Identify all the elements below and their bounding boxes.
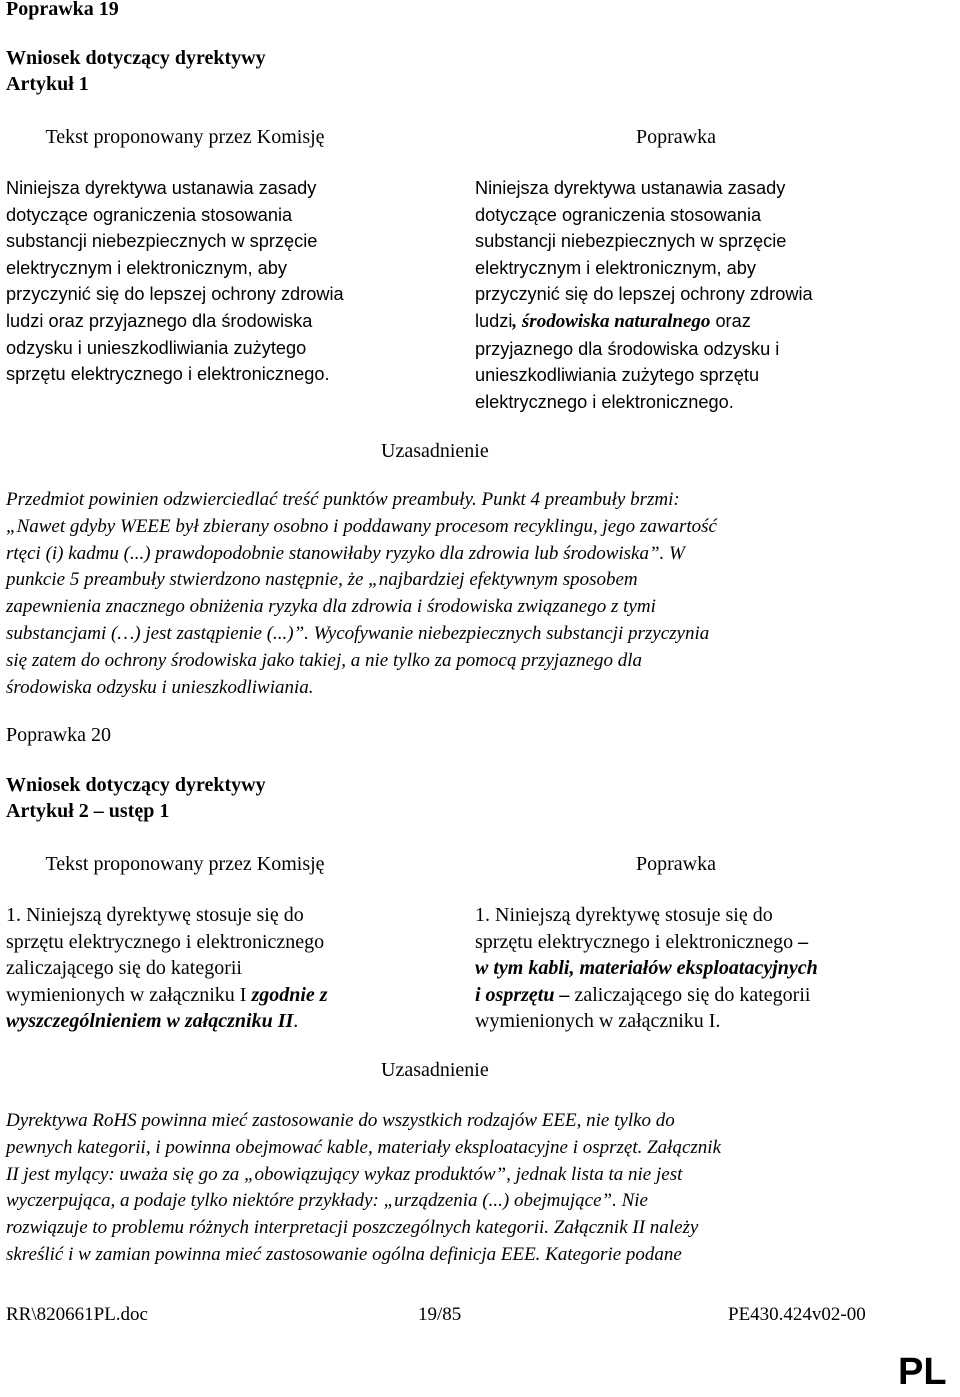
text-line: skreślić i w zamian powinna mieć zastosowanie ogólna definicja EEE. Kategorie podane bbox=[6, 1243, 682, 1265]
text-line: sprzętu elektrycznego i elektronicznego. bbox=[6, 364, 330, 385]
text-line: przyjaznego dla środowiska odzysku i bbox=[475, 338, 780, 359]
amendment-20-justification-header: Uzasadnienie bbox=[381, 1059, 489, 1081]
amendment-19-justification-text bbox=[6, 487, 956, 701]
inserted-text: w tym kabli, materiałów eksploatacyjnych bbox=[475, 957, 818, 980]
amendment-20-heading: Poprawka 20 bbox=[6, 724, 111, 746]
text-line: Niniejsza dyrektywa ustanawia zasady bbox=[475, 178, 786, 198]
text-segment: wymienionych w załączniku I bbox=[6, 983, 252, 1006]
amendment-19-justification-header: Uzasadnienie bbox=[381, 440, 489, 462]
text-line bbox=[475, 308, 813, 336]
text-line: sprzętu elektrycznego i elektronicznego bbox=[6, 930, 325, 953]
text-segment: sprzętu elektrycznego i elektronicznego bbox=[475, 930, 799, 953]
text-line bbox=[475, 982, 818, 1009]
text-line: pewnych kategorii, i powinna obejmować kable, materiały eksploatacyjne i osprzęt. Załącznik bbox=[6, 1136, 722, 1158]
amendment-19-article-ref: Artykuł 1 bbox=[6, 73, 89, 95]
text-line: substancji niebezpiecznych w sprzęcie bbox=[475, 231, 787, 252]
text-line bbox=[6, 1008, 328, 1035]
text-segment: ludzi bbox=[475, 310, 513, 331]
amendment-19-amended-text bbox=[475, 175, 813, 415]
amendment-19-heading: Poprawka 19 bbox=[6, 0, 119, 20]
text-line: elektrycznym i elektronicznym, aby bbox=[6, 257, 287, 278]
text-segment: . bbox=[293, 1010, 299, 1033]
footer-page-number: 19/85 bbox=[418, 1304, 462, 1325]
inserted-text: – bbox=[798, 930, 809, 953]
text-line: substancjami (…) jest zastąpienie (...)”. Wycofywanie niebezpiecznych substancji przyczynia bbox=[6, 622, 710, 644]
text-line: rozwiązuje to problemu różnych interpretacji poszczególnych kategorii. Załącznik II należy bbox=[6, 1217, 699, 1239]
text-line: Niniejsza dyrektywa ustanawia zasady bbox=[6, 178, 317, 198]
text-line: środowiska odzysku i unieszkodliwiania. bbox=[6, 676, 314, 698]
text-line bbox=[475, 929, 818, 956]
text-line bbox=[6, 982, 328, 1009]
inserted-text: i osprzętu – bbox=[475, 983, 570, 1006]
footer-pe-reference: PE430.424v02-00 bbox=[728, 1304, 866, 1325]
text-line: Dyrektywa RoHS powinna mieć zastosowanie do wszystkich rodzajów EEE, nie tylko do bbox=[6, 1110, 675, 1131]
text-line: „Nawet gdyby WEEE był zbierany osobno i poddawany procesom recyklingu, jego zawartość bbox=[6, 515, 717, 537]
amendment-19-proposal-title: Wniosek dotyczący dyrektywy bbox=[6, 47, 266, 69]
text-line: rtęci (i) kadmu (...) prawdopodobnie stanowiłaby ryzyko dla zdrowia lub środowiska”. W bbox=[6, 542, 685, 564]
amendment-20-right-column-header: Poprawka bbox=[636, 853, 716, 875]
amendment-20-left-column-header: Tekst proponowany przez Komisję bbox=[45, 853, 325, 875]
text-line: zaliczającego się do kategorii bbox=[6, 957, 242, 980]
text-line: Przedmiot powinien odzwierciedlać treść punktów preambuły. Punkt 4 preambuły brzmi: bbox=[6, 489, 680, 510]
text-line: się zatem do ochrony środowiska jako takiej, a nie tylko za pomocą przyjaznego dla bbox=[6, 649, 643, 671]
text-line: przyczynić się do lepszej ochrony zdrowia bbox=[6, 284, 344, 305]
text-line: dotyczące ograniczenia stosowania bbox=[6, 204, 293, 225]
text-line: punkcie 5 preambuły stwierdzono następnie, że „najbardziej efektywnym sposobem bbox=[6, 569, 638, 591]
text-line: zapewnienia znacznego obniżenia ryzyka dla zdrowia i środowiska związanego z tymi bbox=[6, 596, 656, 618]
amendment-20-proposal-title: Wniosek dotyczący dyrektywy bbox=[6, 774, 266, 796]
footer-language-code: PL bbox=[898, 1351, 947, 1393]
text-line: ludzi oraz przyjaznego dla środowiska bbox=[6, 310, 313, 331]
amendment-20-amended-text bbox=[475, 902, 818, 1035]
text-segment: zaliczającego się do kategorii bbox=[569, 983, 811, 1006]
text-line: odzysku i unieszkodliwiania zużytego bbox=[6, 337, 307, 358]
amendment-20-article-ref: Artykuł 2 – ustęp 1 bbox=[6, 800, 170, 822]
deleted-text: zgodnie z bbox=[251, 983, 328, 1006]
text-line: przyczynić się do lepszej ochrony zdrowia bbox=[475, 284, 813, 305]
amendment-19-right-column-header: Poprawka bbox=[636, 126, 716, 148]
text-segment: oraz bbox=[710, 310, 751, 331]
text-line: elektrycznym i elektronicznym, aby bbox=[475, 257, 756, 278]
text-line: elektrycznego i elektronicznego. bbox=[475, 391, 734, 412]
text-line: dotyczące ograniczenia stosowania bbox=[475, 204, 762, 225]
amendment-19-left-column-header: Tekst proponowany przez Komisję bbox=[45, 126, 325, 148]
text-line: wyczerpująca, a podaje tylko niektóre przykłady: „urządzenia (...) obejmujące”. Nie bbox=[6, 1190, 648, 1212]
text-line: 1. Niniejszą dyrektywę stosuje się do bbox=[6, 904, 304, 926]
footer-doc-reference: RR\820661PL.doc bbox=[6, 1304, 148, 1325]
text-line: 1. Niniejszą dyrektywę stosuje się do bbox=[475, 904, 773, 926]
text-line: II jest mylący: uważa się go za „obowiązujący wykaz produktów”, jednak lista ta nie jest bbox=[6, 1163, 683, 1185]
amendment-19-commission-text bbox=[6, 175, 344, 388]
amendment-20-justification-text bbox=[6, 1108, 956, 1269]
amendment-20-commission-text bbox=[6, 902, 328, 1035]
text-line: wymienionych w załączniku I. bbox=[475, 1010, 721, 1033]
deleted-text: wyszczególnieniem w załączniku II bbox=[6, 1010, 294, 1033]
text-line: unieszkodliwiania zużytego sprzętu bbox=[475, 365, 760, 386]
inserted-text: , środowiska naturalnego bbox=[512, 310, 711, 332]
text-line: substancji niebezpiecznych w sprzęcie bbox=[6, 231, 318, 252]
